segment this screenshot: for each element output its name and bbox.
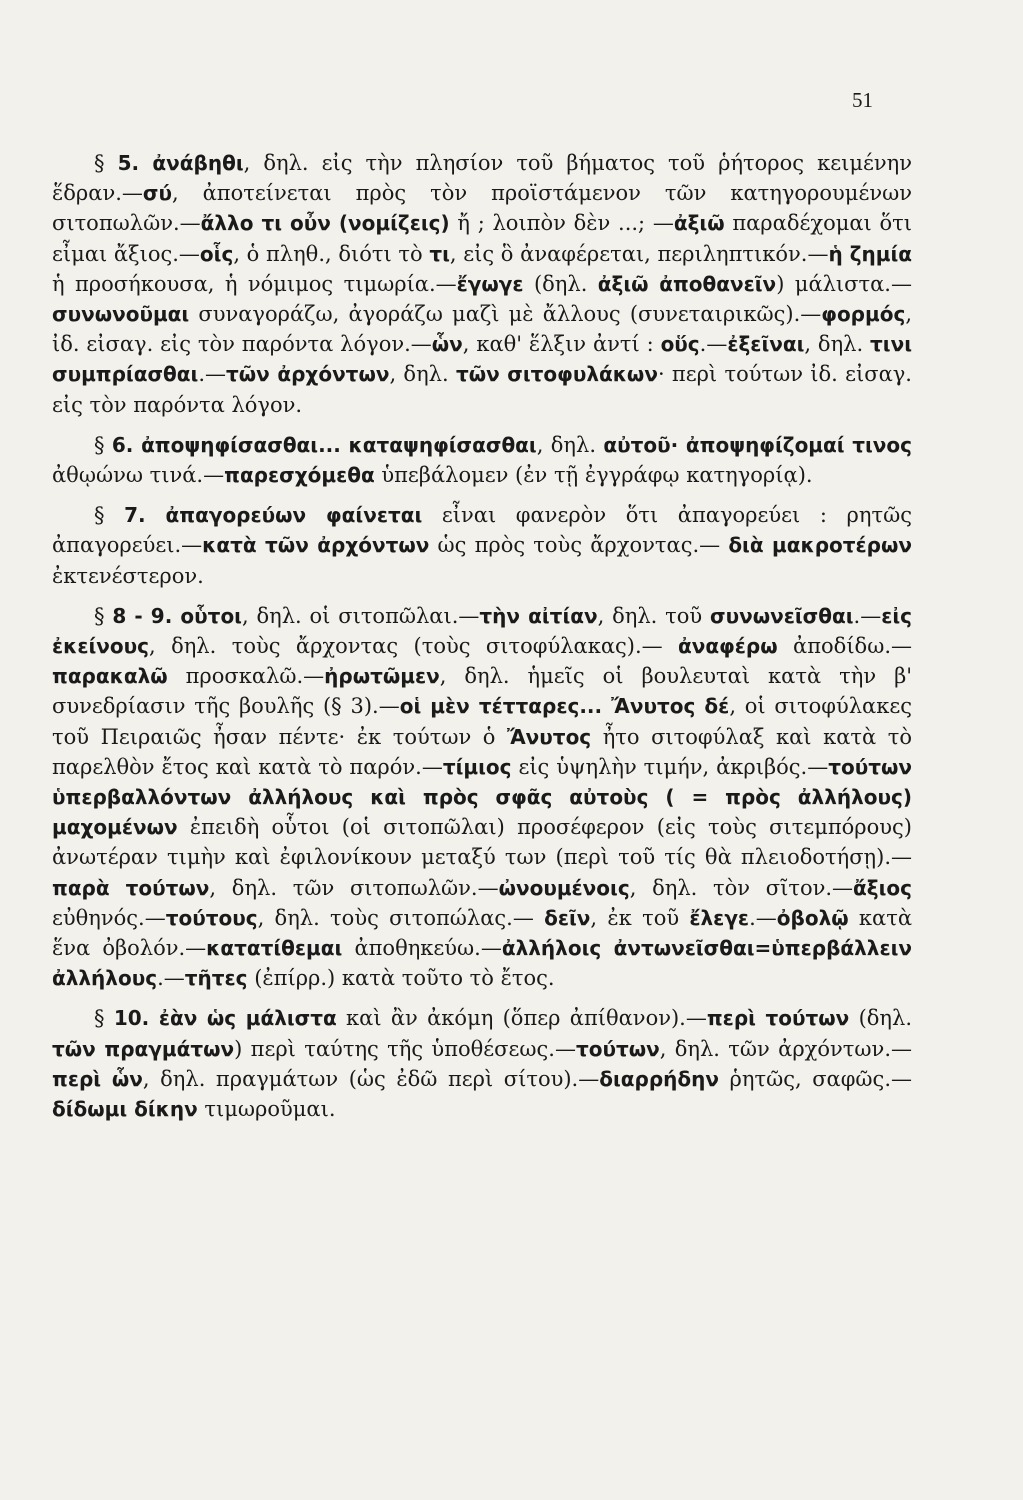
gloss-text: , δηλ. τοὺς σιτοπώλας.— — [257, 905, 545, 930]
lemma-term: κατὰ τῶν ἀρχόντων — [202, 533, 430, 558]
gloss-text: ἐπειδὴ οὗτοι (οἱ σιτοπῶλαι) προσέφερον (εἰς τοὺς σιτεμπόρους) ἀνωτέραν τιμὴν καὶ ἐφιλονίκουν μεταξύ των (περὶ τοῦ τίς θὰ πλειοδοτήσῃ).— — [52, 815, 912, 870]
gloss-text: , ἰδ. εἰσαγ. εἰς τὸν παρόντα λόγον.— — [52, 302, 912, 357]
paragraph — [52, 500, 912, 591]
gloss-text: , δηλ. — [389, 362, 456, 387]
lemma-term: φορμός — [821, 302, 906, 327]
lemma-term: 6. ἀποψηφίσασθαι... καταψηφίσασθαι — [111, 432, 537, 457]
gloss-text: , δηλ. πραγμάτων (ὡς ἐδῶ περὶ σίτου).— — [142, 1066, 600, 1091]
gloss-text: (δηλ. — [523, 271, 598, 296]
gloss-text: § — [94, 503, 125, 528]
paragraph — [52, 148, 912, 420]
gloss-text: ἡ προσήκουσα, ἡ νόμιμος τιμωρία.— — [52, 271, 457, 296]
gloss-text: , δηλ. οἱ σιτοπῶλαι.— — [241, 603, 480, 628]
gloss-text: κατὰ ἕνα ὀβολόν.— — [52, 905, 913, 961]
gloss-text: , δηλ. — [804, 332, 871, 357]
gloss-text: ἦτο σιτοφύλαξ καὶ κατὰ τὸ παρελθὸν ἔτος καὶ κατὰ τὸ παρόν.— — [52, 724, 912, 779]
gloss-text: ἐκτενέστερον. — [52, 563, 204, 588]
gloss-text: , εἰς ὃ ἀναφέρεται, περιληπτικόν.— — [449, 241, 829, 266]
lemma-term: τούτους — [165, 905, 258, 930]
lemma-term: 7. ἀπαγορεύων φαίνεται — [124, 503, 423, 528]
lemma-term: 5. ἀνάβηθι — [117, 151, 244, 175]
lemma-term: ὀβολῷ — [776, 905, 849, 930]
lemma-term: οἷς — [199, 241, 234, 266]
gloss-text: ἀθῳώνω τινά.— — [52, 463, 225, 488]
gloss-text: § — [94, 603, 113, 628]
gloss-text: εἰς ὑψηλὴν τιμήν, ἀκριβός.— — [511, 754, 829, 779]
lemma-term: ἀναφέρω — [678, 634, 778, 659]
lemma-term: τῆτες — [184, 966, 248, 991]
lemma-term: παρὰ τούτων — [52, 875, 210, 900]
lemma-term: διαρρήδην — [599, 1066, 719, 1091]
lemma-term: ἐξεῖναι — [727, 332, 805, 357]
gloss-text: .— — [749, 905, 777, 930]
lemma-term: ὧν — [431, 332, 463, 357]
gloss-text: .— — [853, 603, 882, 628]
gloss-text: (δηλ. — [849, 1006, 912, 1031]
gloss-text: , δηλ. τοὺς ἄρχοντας (τοὺς σιτοφύλακας).— — [149, 634, 679, 659]
gloss-text: εἶναι φανερὸν ὅτι ἀπαγορεύει : ρητῶς ἀπαγορεύει.— — [52, 503, 912, 558]
gloss-text: ἤ ; λοιπὸν δὲν ...; — — [449, 211, 674, 236]
gloss-text: .— — [157, 966, 185, 991]
gloss-text: .— — [198, 362, 227, 387]
gloss-text: παραδέχομαι ὅτι εἶμαι ἄξιος.— — [52, 211, 913, 266]
lemma-term: ἄξιος — [853, 875, 912, 900]
lemma-term: οὕς — [660, 332, 700, 357]
gloss-text: εὐθηνός.— — [52, 905, 166, 930]
lemma-term: εἰς ἐκείνους — [52, 603, 912, 659]
gloss-text: , δηλ. τῶν ἀρχόντων.— — [659, 1036, 912, 1061]
lemma-term: περὶ ὧν — [52, 1066, 143, 1091]
lemma-term: τὴν αἰτίαν — [479, 603, 598, 628]
gloss-text: § — [94, 1006, 114, 1031]
gloss-text: , ἀποτείνεται πρὸς τὸν προϊστάμενον τῶν κατηγορουμένων σιτοπωλῶν.— — [52, 181, 912, 236]
lemma-term: συνωνεῖσθαι — [710, 603, 854, 628]
lemma-term: περὶ τούτων — [706, 1006, 850, 1031]
lemma-term: ὠνουμένοις — [498, 875, 630, 900]
gloss-text: ἀποδίδω.— — [777, 634, 912, 659]
lemma-term: τῶν ἀρχόντων — [226, 362, 390, 387]
gloss-text: , οἱ σιτοφύλακες τοῦ Πειραιῶς ἦσαν πέντε· ἐκ τούτων ὁ — [52, 694, 912, 749]
gloss-text: § — [94, 151, 118, 175]
gloss-text: συναγοράζω, ἀγοράζω μαζὶ μὲ ἄλλους (συνεταιρικῶς).— — [189, 302, 822, 327]
lemma-term: αὐτοῦ· ἀποψηφίζομαί τινος — [603, 432, 912, 457]
lemma-term: τῶν πραγμάτων — [52, 1036, 235, 1061]
lemma-term: κατατίθεμαι — [206, 936, 343, 961]
gloss-text: , δηλ. τὸν σῖτον.— — [629, 875, 854, 900]
gloss-text: , δηλ. ἡμεῖς οἱ βουλευταὶ κατὰ τὴν β' συνεδρίασιν τῆς βουλῆς (§ 3).— — [52, 664, 912, 719]
gloss-text: · περὶ τούτων ἰδ. εἰσαγ. εἰς τὸν παρόντα λόγον. — [52, 362, 912, 417]
gloss-text: , ὁ πληθ., διότι τὸ — [233, 241, 430, 266]
lemma-term: 8 - 9. οὗτοι — [112, 603, 242, 628]
page-number: 51 — [852, 88, 873, 112]
lemma-term: παρεσχόμεθα — [224, 463, 375, 488]
lemma-term: τι — [429, 241, 450, 266]
lemma-term: τίμιος — [442, 754, 512, 779]
gloss-text: ὑπεβάλομεν (ἐν τῇ ἐγγράφῳ κατηγορίᾳ). — [374, 463, 813, 488]
gloss-text: καὶ ἂν ἀκόμη (ὅπερ ἀπίθανον).— — [336, 1006, 707, 1031]
gloss-text: ῥητῶς, σαφῶς.— — [718, 1066, 912, 1091]
gloss-text: ) μάλιστα.— — [776, 271, 912, 296]
lemma-term: ἔγωγε — [456, 271, 524, 296]
lemma-term: οἱ μὲν τέτταρες... Ἄνυτος δέ — [399, 694, 730, 719]
gloss-text: , καθ' ἕλξιν ἀντί : — [462, 332, 661, 357]
gloss-text: , δηλ. τοῦ — [597, 603, 711, 628]
gloss-text: .— — [699, 332, 728, 357]
gloss-text: , δηλ. τῶν σιτοπωλῶν.— — [209, 875, 499, 900]
lemma-term: διὰ μακροτέρων — [728, 533, 912, 558]
lemma-term: ἡ ζημία — [828, 241, 912, 266]
gloss-text: ὡς πρὸς τοὺς ἄρχοντας.— — [429, 533, 729, 558]
lemma-term: παρακαλῶ — [52, 664, 168, 689]
gloss-text: , δηλ. — [536, 432, 604, 457]
lemma-term: ἠρωτῶμεν — [324, 664, 440, 689]
lemma-term: δίδωμι δίκην — [52, 1097, 198, 1122]
gloss-text: τιμωροῦμαι. — [197, 1097, 336, 1122]
lemma-term: ἄλλο τι οὖν (νομίζεις) — [200, 211, 450, 236]
gloss-text: § — [94, 432, 112, 457]
paragraph — [52, 1003, 912, 1124]
lemma-term: τούτων — [575, 1036, 660, 1061]
lemma-term: 10. ἐὰν ὡς μάλιστα — [113, 1006, 337, 1031]
gloss-text: , ἐκ τοῦ — [590, 905, 690, 930]
lemma-term: ἀλλήλοις ἀντωνεῖσθαι=ὑπερβάλλειν ἀλλήλους — [52, 936, 912, 991]
gloss-text: (ἐπίρρ.) κατὰ τοῦτο τὸ ἔτος. — [247, 966, 555, 991]
lemma-term: τούτων ὑπερβαλλόντων ἀλλήλους καὶ πρὸς σφᾶς αὐτοὺς ( = πρὸς ἀλλήλους) μαχομένων — [52, 754, 912, 840]
lemma-term: ἀξιῶ — [673, 211, 725, 236]
lemma-term: συνωνοῦμαι — [52, 302, 190, 327]
commentary-text — [52, 148, 912, 1134]
gloss-text: ἀποθηκεύω.— — [342, 936, 502, 961]
gloss-text: , δηλ. εἰς τὴν πλησίον τοῦ βήματος τοῦ ῥήτορος κειμένην ἕδραν.— — [52, 151, 912, 206]
lemma-term: ἀξιῶ ἀποθανεῖν — [597, 271, 777, 296]
lemma-term: τινι συμπρίασθαι — [52, 332, 912, 387]
lemma-term: δεῖν — [544, 905, 591, 930]
lemma-term: σύ — [142, 181, 172, 206]
lemma-term: τῶν σιτοφυλάκων — [455, 362, 658, 387]
gloss-text: ) περὶ ταύτης τῆς ὑποθέσεως.— — [234, 1036, 576, 1061]
paragraph — [52, 601, 912, 994]
lemma-term: Ἄνυτος — [506, 724, 592, 749]
lemma-term: ἔλεγε — [689, 905, 750, 930]
gloss-text: προσκαλῶ.— — [167, 664, 325, 689]
paragraph — [52, 430, 912, 490]
